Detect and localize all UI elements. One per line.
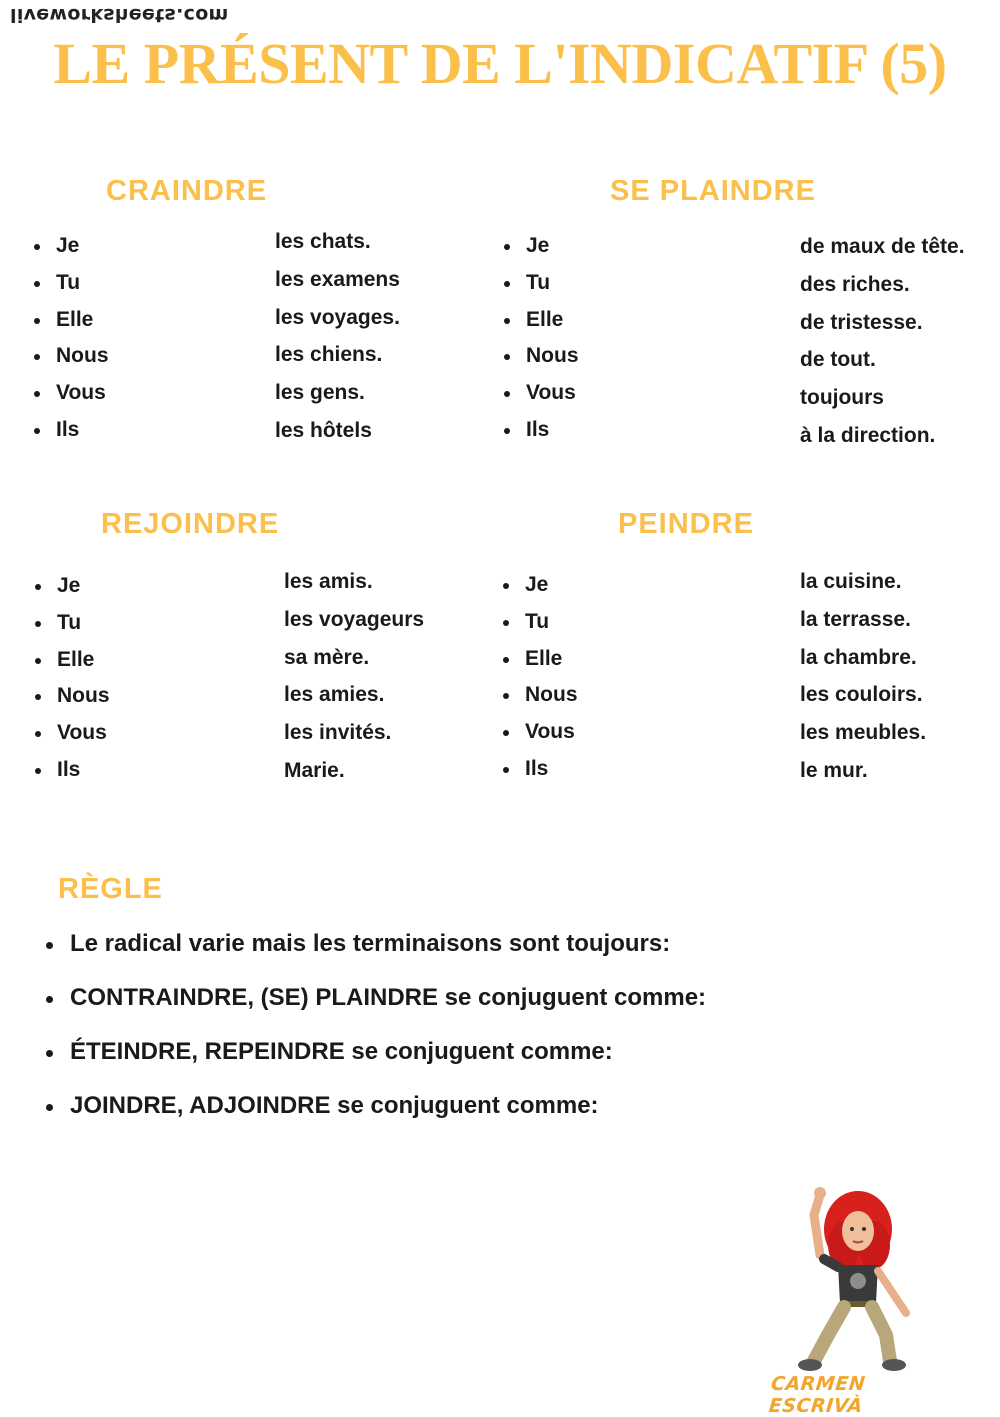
complement-item: à la direction. — [800, 423, 936, 447]
pronoun-list-se-plaindre — [504, 233, 579, 454]
complement-item: la cuisine. — [800, 570, 902, 593]
pronoun-item: Je — [504, 233, 579, 270]
complement-item: de tout. — [800, 348, 876, 372]
complement-item: la chambre. — [800, 645, 917, 669]
rule-heading: RÈGLE — [58, 873, 163, 905]
pronoun-item: Nous — [503, 682, 578, 719]
pronoun-item: Vous — [34, 380, 109, 417]
pronoun-item: Elle — [503, 646, 578, 683]
rule-list — [44, 929, 706, 1145]
complement-item: les couloirs. — [800, 683, 923, 707]
pronoun-item: Je — [35, 573, 110, 610]
pronoun-list-peindre — [503, 572, 578, 793]
pronoun-list-rejoindre — [35, 573, 110, 794]
pronoun-item: Je — [503, 572, 578, 609]
rule-item: Le radical varie mais les terminaisons sont toujours: — [44, 929, 706, 983]
rule-item: JOINDRE, ADJOINDRE se conjuguent comme: — [44, 1091, 706, 1145]
complement-item: le mur. — [800, 758, 868, 782]
section-heading-rejoindre: REJOINDRE — [101, 508, 280, 540]
pronoun-item: Ils — [503, 756, 578, 793]
complement-item: les amies. — [284, 683, 385, 707]
complement-item: de maux de tête. — [800, 235, 965, 258]
complement-item: Marie. — [284, 758, 345, 782]
pronoun-item: Nous — [504, 343, 579, 380]
complement-item: de tristesse. — [800, 310, 923, 334]
pronoun-item: Vous — [35, 720, 110, 757]
pronoun-item: Ils — [35, 757, 110, 794]
pronoun-item: Tu — [34, 270, 109, 307]
complement-item: les voyageurs — [284, 607, 425, 631]
pronoun-list-craindre — [34, 233, 109, 454]
avatar-illustration — [790, 1185, 930, 1375]
complement-item: les gens. — [275, 381, 365, 405]
rule-item: ÉTEINDRE, REPEINDRE se conjuguent comme: — [44, 1037, 706, 1091]
complement-item: les chats. — [275, 230, 371, 253]
complement-item: toujours — [800, 386, 884, 410]
page-title: LE PRÉSENT DE L'INDICATIF (5) — [53, 31, 947, 96]
pronoun-item: Je — [34, 233, 109, 270]
pronoun-item: Elle — [504, 307, 579, 344]
complement-item: la terrasse. — [800, 607, 911, 631]
pronoun-item: Vous — [503, 719, 578, 756]
complement-item: sa mère. — [284, 645, 370, 669]
section-heading-peindre: PEINDRE — [618, 508, 754, 540]
complement-item: les hôtels — [275, 418, 372, 442]
pronoun-item: Tu — [503, 609, 578, 646]
complement-list-peindre — [800, 569, 926, 796]
pronoun-item: Elle — [34, 307, 109, 344]
pronoun-item: Nous — [34, 343, 109, 380]
section-heading-craindre: CRAINDRE — [106, 175, 268, 207]
complement-list-se-plaindre — [800, 234, 965, 461]
complement-item: les meubles. — [800, 721, 927, 745]
complement-item: les examens — [275, 267, 400, 291]
complement-list-rejoindre — [284, 569, 424, 796]
complement-item: les chiens. — [275, 343, 383, 367]
watermark: liveworksheets.com — [10, 4, 229, 26]
pronoun-item: Tu — [35, 610, 110, 647]
pronoun-item: Ils — [504, 417, 579, 454]
complement-item: les voyages. — [275, 305, 400, 329]
complement-item: des riches. — [800, 272, 910, 296]
rule-item: CONTRAINDRE, (SE) PLAINDRE se conjuguent comme: — [44, 983, 706, 1037]
pronoun-item: Elle — [35, 647, 110, 684]
author-signature: CARMEN ESCRIVÀ — [767, 1373, 867, 1417]
complement-item: les amis. — [284, 570, 373, 593]
section-heading-se-plaindre: SE PLAINDRE — [610, 175, 816, 207]
complement-item: les invités. — [284, 721, 392, 745]
pronoun-item: Vous — [504, 380, 579, 417]
pronoun-item: Tu — [504, 270, 579, 307]
pronoun-item: Nous — [35, 683, 110, 720]
complement-list-craindre — [275, 229, 400, 456]
pronoun-item: Ils — [34, 417, 109, 454]
